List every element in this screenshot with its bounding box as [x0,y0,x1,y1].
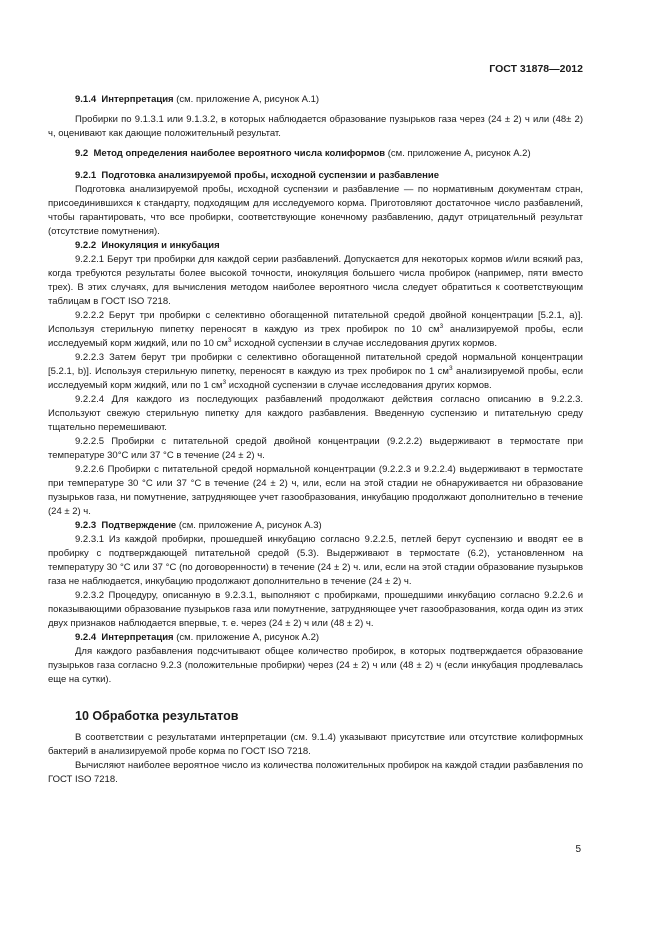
document-body [48,93,583,787]
heading-9-2-4 [48,631,583,645]
standard-header: ГОСТ 31878—2012 [489,63,583,75]
text-run: анализируемой пробы, если исследуемый корм жидкий, или по 10 см [48,324,583,349]
page-number: 5 [575,844,581,855]
section-title: Подготовка анализируемой пробы, исходной суспензии и разбавление [101,170,440,181]
section-title: Инокуляция и инкубация [101,240,220,251]
section-number: 9.1.4 [75,94,97,105]
paragraph: 9.2.3.2 Процедуру, описанную в 9.2.3.1, выполняют с пробирками, прошедшими инкубацию согласно 9.2.2.6 и показывающими образование пузырьков газа или помутнение, затрудняющее учет газообразования, когда один из этих двух признаков наблюдается впервые, т. е. через (24 ± 2) ч или (48 ± 2) ч. [48,590,583,629]
paragraph: Для каждого разбавления подсчитывают общее количество пробирок, в которых подтверждается образование пузырьков газа согласно 9.2.3 (положительные пробирки) через (24 ± 2) ч или (48 ± 2) ч (если инкубация продлевалась еще на сутки). [48,646,583,685]
superscript: 3 [222,378,227,386]
heading-9-2-3 [48,519,583,533]
heading-9-1-4 [48,93,583,107]
section-number: 9.2 [75,148,89,159]
section-ref: (см. приложение А, рисунок А.1) [173,94,320,105]
section-number: 9.2.2 [75,240,97,251]
section-ref: (см. приложение А, рисунок А.3) [176,520,322,531]
text-run: исходной суспензии в случае исследования других кормов. [226,380,492,391]
text-run: анализируемой пробы, если исследуемый корм жидкий, или по 1 см [48,366,583,391]
paragraph: 9.2.2.6 Пробирки с питательной средой нормальной концентрации (9.2.2.3 и 9.2.2.4) выдерживают в термостате при температуре 30 °С или 37 °С в течение (24 ± 2) ч, или, если на этой стадии не обнаруживается ни образование пузырьков газа, ни помутнение, затрудняющее учет газообразования, инкубацию продолжают дополнительно в течение (24 ± 2) ч. [48,464,583,517]
paragraph [48,351,583,393]
paragraph: 9.2.2.4 Для каждого из последующих разбавлений продолжают действия согласно описанию в 9.2.2.3. Используют свежую стерильную пипетку для каждого разбавления. Введенную суспензию и питательную среду тщательно перемешивают. [48,394,583,433]
superscript: 3 [227,336,232,344]
paragraph: Подготовка анализируемой пробы, исходной суспензии и разбавление — по нормативным документам стран, присоединившихся к стандарту, подходящим для исследуемого корма. Приготовляют достаточное число разбавлений, чтобы гарантировать, что все пробирки, соответствующие конечному разбавлению, дадут отрицательный результат (отсутствие помутнения). [48,184,583,237]
heading-9-2 [48,147,583,161]
paragraph: 9.2.2.5 Пробирки с питательной средой двойной концентрации (9.2.2.2) выдерживают в термостате при температуре 30°С или 37 °С в течение (24 ± 2) ч. [48,436,583,461]
section-number: 9.2.4 [75,632,97,643]
paragraph: Пробирки по 9.1.3.1 или 9.1.3.2, в которых наблюдается образование пузырьков газа через (24 ± 2) ч или (48± 2) ч, оценивают как дающие положительный результат. [48,114,583,139]
paragraph: В соответствии с результатами интерпретации (см. 9.1.4) указывают присутствие или отсутствие колиформных бактерий в анализируемой пробе корма по ГОСТ ISO 7218. [48,732,583,757]
paragraph: 9.2.3.1 Из каждой пробирки, прошедшей инкубацию согласно 9.2.2.5, петлей берут суспензию и вводят ее в пробирку с подтверждающей питательной средой (5.3). Выдерживают в термостате (6.2), установленном на температуру 30 °С или 37 °С (по договоренности) в течение (24 ± 2) ч. или, если на этой стадии образование пузырьков газа не наблюдается, инкубацию продолжают дополнительно в течение (24 ± 2) ч. [48,534,583,587]
section-number: 9.2.3 [75,520,97,531]
heading-9-2-1 [48,169,583,183]
section-title: Подтверждение [101,520,177,531]
section-ref: (см. приложение А, рисунок А.2) [385,148,531,159]
superscript: 3 [448,364,453,372]
section-title: Метод определения наиболее вероятного числа колиформов [93,148,386,159]
text-run: 9.2.2.2 Берут три пробирки с селективно обогащенной питательной средой двойной концентрации [5.2.1, а)]. Используя стерильную пипетку переносят в каждую из трех пробирок по 10 см [48,310,583,335]
section-title: Интерпретация [101,94,174,105]
section-ref: (см. приложение А, рисунок А.2) [173,632,320,643]
paragraph: Вычисляют наиболее вероятное число из количества положительных пробирок на каждой стадии разбавления по ГОСТ ISO 7218. [48,760,583,785]
superscript: 3 [439,322,444,330]
text-run: 9.2.2.3 Затем берут три пробирки с селективно обогащенной питательной средой нормальной концентрации [5.2.1, b)]. Используя стерильную пипетку, переносят в каждую из трех пробирок по 1 см [48,352,583,377]
paragraph [48,309,583,351]
section-title: Интерпретация [101,632,174,643]
heading-9-2-2 [48,239,583,253]
section-number: 9.2.1 [75,170,97,181]
paragraph: 9.2.2.1 Берут три пробирки для каждой серии разбавлений. Допускается для некоторых кормов и/или всякий раз, когда требуются результаты более высокой точности, инокуляция большего числа пробирок (например, пяти вместо трех). В этих случаях, для вычисления методом наиболее вероятного числа следует обратиться к соответствующим таблицам в ГОСТ ISO 7218. [48,254,583,307]
text-run: исходной суспензии в случае исследования других кормов. [231,338,497,349]
heading-10: 10 Обработка результатов [75,709,239,723]
